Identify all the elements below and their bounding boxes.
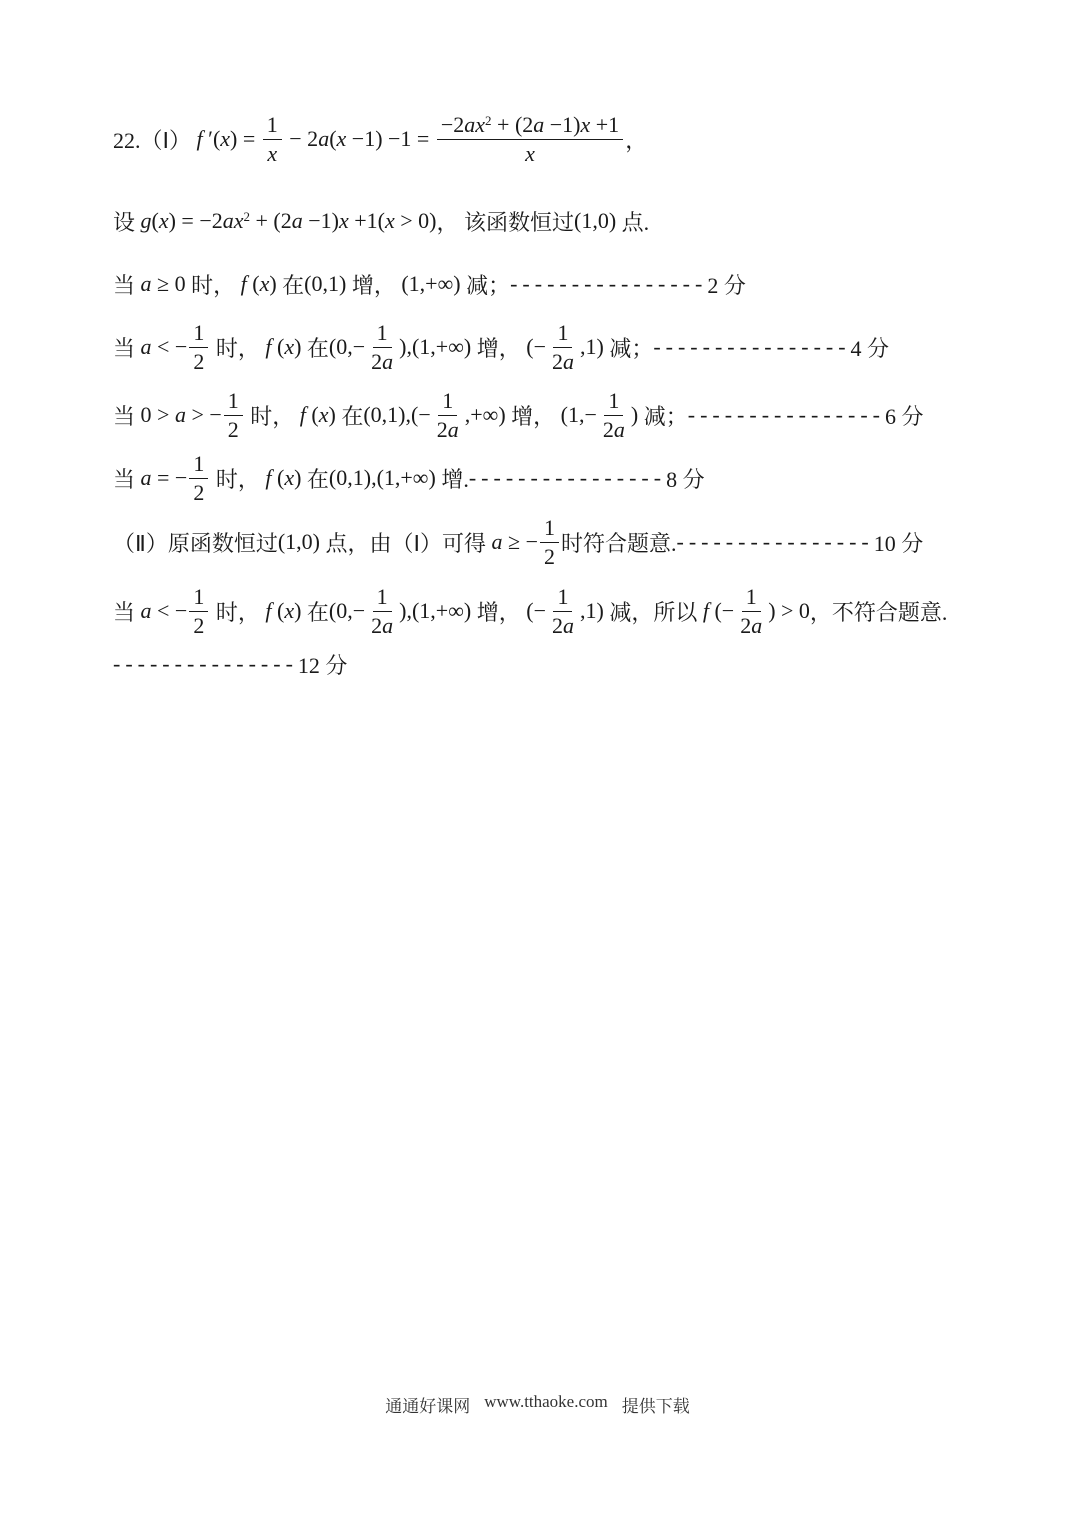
fraction-numerator: $-2ax^2 + (2a -1)x +1$ <box>437 112 623 139</box>
fraction <box>367 584 397 638</box>
math-run: (0,− <box>328 334 366 359</box>
math-run: (1,− <box>560 402 597 427</box>
fraction-numerator: 1 <box>604 388 623 415</box>
fraction <box>599 388 629 442</box>
fraction <box>548 584 578 638</box>
fraction <box>224 388 243 442</box>
fraction-numerator: 1 <box>553 584 572 611</box>
fraction-numerator: 1 <box>189 320 208 347</box>
fraction-denominator: 2a <box>371 612 394 638</box>
solution-line <box>113 312 995 382</box>
text-run: 点，由（Ⅰ）可得 <box>320 530 492 556</box>
text-run: 在 <box>276 272 305 298</box>
text-run: 在 <box>335 403 364 429</box>
fraction-denominator: 2a <box>436 416 459 442</box>
text-run: 在 <box>301 599 329 625</box>
dash-leader: ---------------- <box>510 271 708 296</box>
fraction-denominator: 2 <box>543 543 555 569</box>
fraction-denominator: 2 <box>227 416 239 442</box>
text-run: 10 分 <box>873 530 924 556</box>
math-run: f ′(x) = <box>196 126 261 151</box>
fraction-numerator: 1 <box>373 584 392 611</box>
math-run: − 2a(x −1) −1 = <box>283 126 435 151</box>
text-run: 点. <box>616 209 650 235</box>
footer-site-url: www.tthaoke.com <box>484 1392 608 1411</box>
fraction-numerator: 1 <box>224 388 243 415</box>
fraction-denominator: 2a <box>740 612 763 638</box>
fraction-numerator: 1 <box>540 515 559 542</box>
math-run: (− <box>526 598 546 623</box>
text-run: 8 分 <box>666 466 705 492</box>
fraction-denominator: 2 <box>193 612 205 638</box>
text-run: 增， <box>471 335 527 361</box>
dash-leader: --------------- <box>113 651 298 676</box>
text-run: 减，所以 <box>603 599 703 625</box>
fraction-denominator: 2a <box>602 416 625 442</box>
text-run: 在 <box>301 335 329 361</box>
solution-line <box>113 646 995 682</box>
text-run: ， 该函数恒过 <box>436 209 574 235</box>
fraction <box>437 112 623 166</box>
math-run: (1,0) <box>277 529 320 554</box>
text-run: 时， <box>210 466 266 492</box>
fraction-numerator: 1 <box>438 388 457 415</box>
fraction-numerator: 1 <box>189 451 208 478</box>
fraction-denominator: 2a <box>371 348 394 374</box>
fraction <box>189 320 208 374</box>
text-run: 时， <box>210 335 266 361</box>
dash-leader: ---------------- <box>687 402 885 427</box>
text-run: 当 <box>113 272 141 298</box>
math-run: a ≥ − <box>491 529 538 554</box>
text-run: 时， <box>210 599 266 625</box>
math-run: (1,+∞) <box>401 271 461 296</box>
math-run: a = − <box>140 465 188 490</box>
dash-leader: ---------------- <box>653 334 851 359</box>
text-run: 在 <box>301 466 329 492</box>
text-run: 增. <box>435 466 469 492</box>
solution-line <box>113 198 995 244</box>
math-run: ),(1,+∞) <box>399 598 472 623</box>
fraction <box>736 584 766 638</box>
text-run: ，不符合题意. <box>809 599 948 625</box>
math-run: (0,− <box>328 598 366 623</box>
footer-download-label: 提供下载 <box>621 1397 690 1416</box>
solution-line <box>113 382 995 448</box>
text-run: 减； <box>603 335 654 361</box>
fraction <box>433 388 463 442</box>
math-run: f (x) <box>265 598 302 623</box>
solution-line <box>113 264 995 304</box>
math-run: $g(x) = -2ax^2 + (2a -1)x +1(x > 0)$ <box>140 208 437 233</box>
fraction <box>548 320 578 374</box>
math-run: (1,0) <box>574 208 617 233</box>
fraction-numerator: 1 <box>373 320 392 347</box>
fraction-denominator: 2 <box>193 348 205 374</box>
text-run: ， <box>625 127 648 153</box>
math-run: ) <box>630 402 639 427</box>
text-run: 减； <box>638 403 688 429</box>
math-run: f (− <box>702 598 735 623</box>
text-run: 减； <box>460 272 511 298</box>
solution-line <box>113 96 995 182</box>
math-run: a < − <box>140 598 188 623</box>
dash-leader: ---------------- <box>468 465 667 490</box>
math-run: (0,1) <box>304 271 347 296</box>
fraction-denominator: 2a <box>551 348 574 374</box>
fraction-numerator: 1 <box>553 320 572 347</box>
text-run: 增， <box>505 403 561 429</box>
math-run: 0 > a > − <box>140 402 222 427</box>
text-run: 时， <box>185 272 241 298</box>
text-run: 当 <box>113 403 141 429</box>
fraction-numerator: 1 <box>742 584 761 611</box>
math-run: f (x) <box>265 465 302 490</box>
text-run: 4 分 <box>850 335 890 361</box>
math-run: ,1) <box>579 598 604 623</box>
text-run: 12 分 <box>297 652 348 678</box>
text-run: 增， <box>471 599 527 625</box>
fraction-denominator: 2a <box>551 612 574 638</box>
text-run: 当 <box>113 599 141 625</box>
fraction-denominator: x <box>267 140 278 166</box>
fraction-denominator: x <box>525 140 535 166</box>
text-run: 当 <box>113 335 141 361</box>
fraction <box>189 584 208 638</box>
fraction <box>263 112 282 166</box>
text-run: 2 分 <box>707 272 746 298</box>
math-run: f (x) <box>299 402 336 427</box>
text-run: 增， <box>346 272 402 298</box>
footer-site-name: 通通好课网 <box>385 1397 471 1416</box>
text-run: 设 <box>113 209 141 235</box>
solution-lines <box>0 0 1075 682</box>
text-run: （Ⅱ）原函数恒过 <box>113 530 278 556</box>
text-run: 时， <box>244 403 300 429</box>
math-run: (0,1),(− <box>363 402 431 427</box>
text-run: 当 <box>113 466 141 492</box>
solution-line <box>113 508 995 576</box>
math-run: ),(1,+∞) <box>399 334 472 359</box>
text-run: 22.（Ⅰ） <box>113 127 197 153</box>
page-footer <box>0 1392 1075 1417</box>
solution-line <box>113 576 995 646</box>
math-run: f (x) <box>240 271 277 296</box>
fraction-denominator: 2 <box>193 479 205 505</box>
math-run: (0,1),(1,+∞) <box>328 465 436 490</box>
fraction-numerator: 1 <box>189 584 208 611</box>
text-run: 时符合题意. <box>560 530 677 556</box>
fraction-numerator: 1 <box>263 112 282 139</box>
math-run: (− <box>526 334 546 359</box>
dash-leader: ---------------- <box>676 529 874 554</box>
text-run: 6 分 <box>884 403 924 429</box>
math-run: a ≥ 0 <box>140 271 186 296</box>
fraction <box>540 515 559 569</box>
fraction <box>367 320 397 374</box>
math-run: ) > 0 <box>768 598 810 623</box>
math-run: f (x) <box>265 334 302 359</box>
fraction <box>189 451 208 505</box>
solution-line <box>113 448 995 508</box>
math-run: ,+∞) <box>464 402 506 427</box>
math-run: ,1) <box>579 334 604 359</box>
math-run: a < − <box>140 334 188 359</box>
